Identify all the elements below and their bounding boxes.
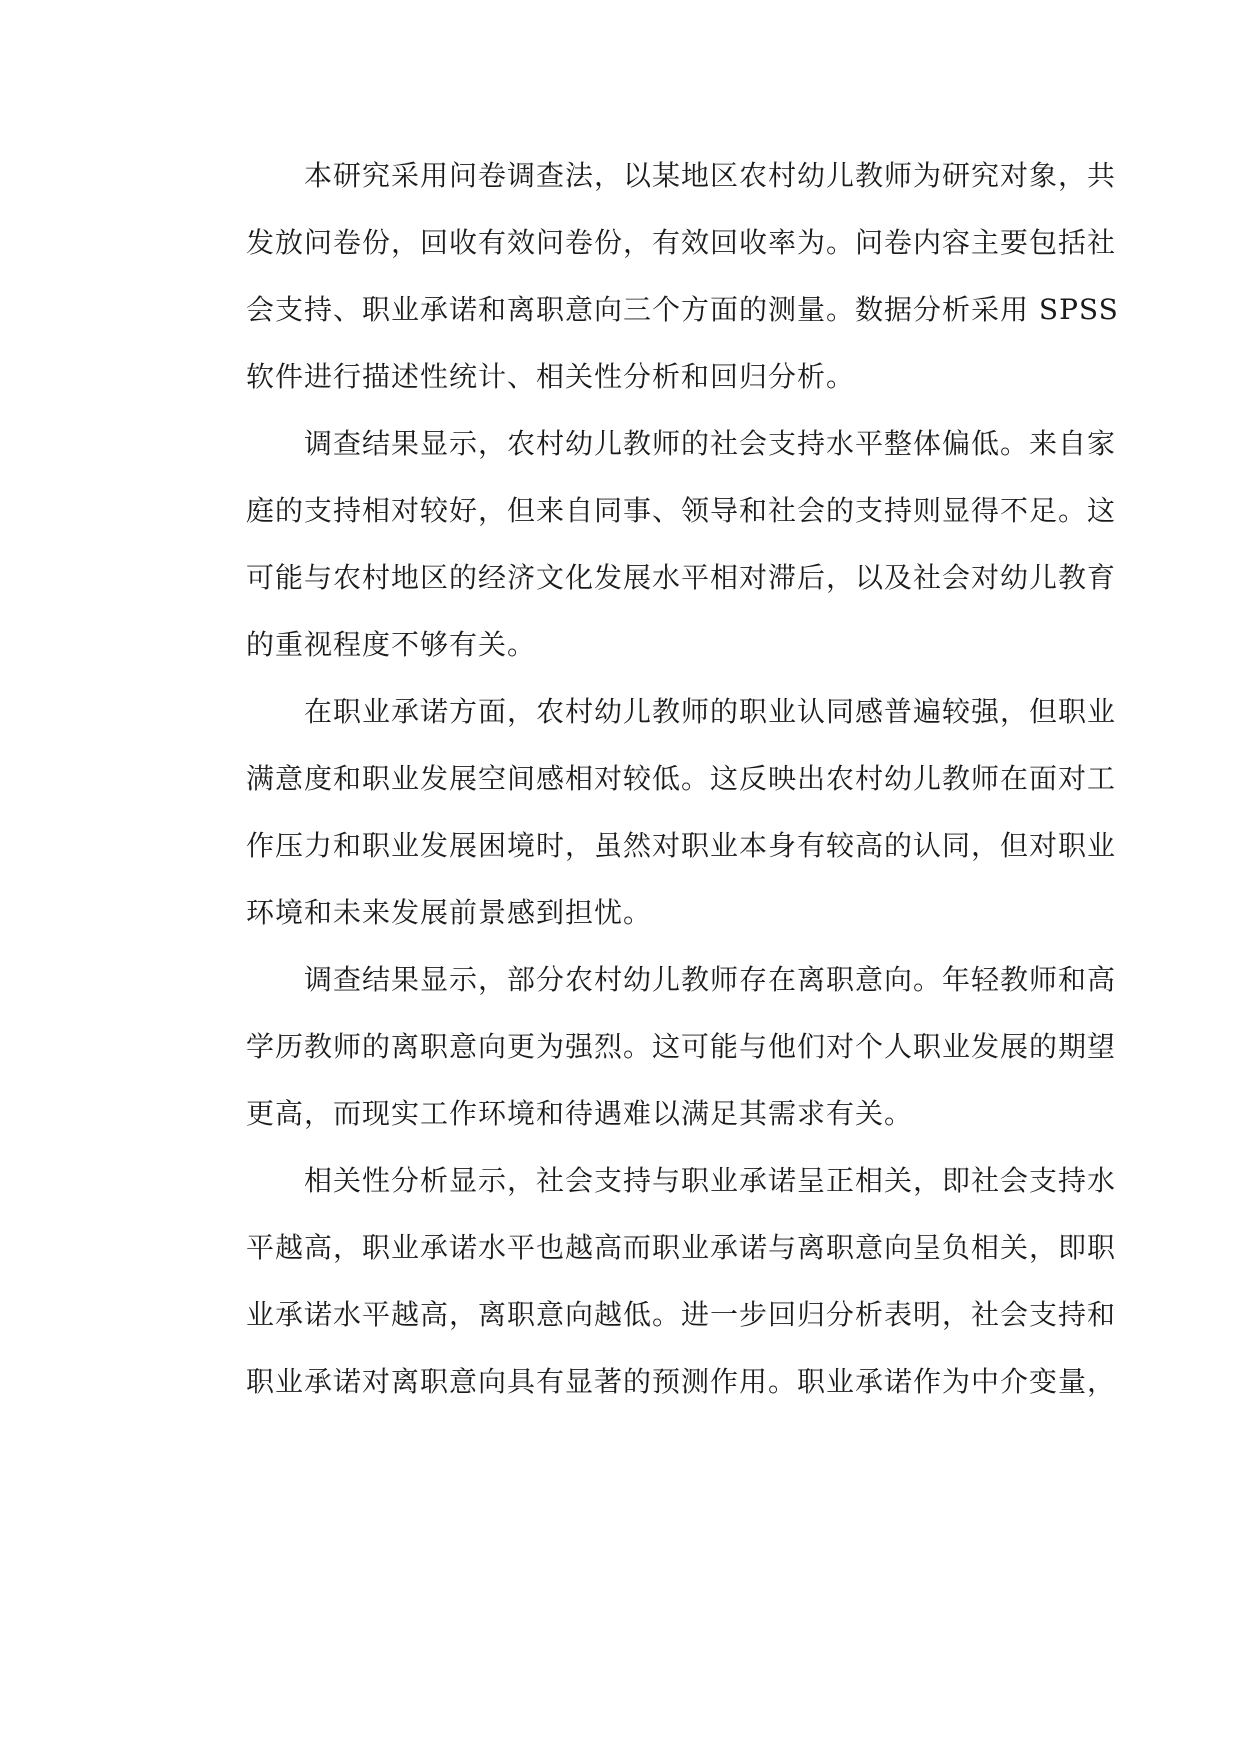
text-line: 业承诺水平越高，离职意向越低。进一步回归分析表明，社会支持和 <box>246 1298 1117 1331</box>
text-line: 平越高，职业承诺水平也越高而职业承诺与离职意向呈负相关，即职 <box>246 1231 1117 1264</box>
text-line: 发放问卷份，回收有效问卷份，有效回收率为。问卷内容主要包括社 <box>246 226 1117 259</box>
text-line: 庭的支持相对较好，但来自同事、领导和社会的支持则显得不足。这 <box>246 494 1117 527</box>
paragraph-1 <box>190 142 1119 410</box>
paragraph-3 <box>190 678 1117 946</box>
text-line: 相关性分析显示，社会支持与职业承诺呈正相关，即社会支持水 <box>304 1164 1117 1197</box>
text-line: 会支持、职业承诺和离职意向三个方面的测量。数据分析采用 SPSS <box>246 293 1119 326</box>
text-line: 软件进行描述性统计、相关性分析和回归分析。 <box>246 360 856 393</box>
text-line: 在职业承诺方面，农村幼儿教师的职业认同感普遍较强，但职业 <box>304 695 1117 728</box>
text-line: 环境和未来发展前景感到担忧。 <box>246 896 653 929</box>
text-line: 调查结果显示，部分农村幼儿教师存在离职意向。年轻教师和高 <box>304 963 1117 996</box>
text-line: 职业承诺对离职意向具有显著的预测作用。职业承诺作为中介变量， <box>246 1365 1117 1398</box>
text-line: 满意度和职业发展空间感相对较低。这反映出农村幼儿教师在面对工 <box>246 762 1117 795</box>
paragraph-2 <box>190 410 1117 678</box>
text-line: 调查结果显示，农村幼儿教师的社会支持水平整体偏低。来自家 <box>304 427 1117 460</box>
text-line: 作压力和职业发展困境时，虽然对职业本身有较高的认同，但对职业 <box>246 829 1117 862</box>
text-line: 学历教师的离职意向更为强烈。这可能与他们对个人职业发展的期望 <box>246 1030 1117 1063</box>
paragraph-5 <box>190 1147 1117 1415</box>
text-line: 可能与农村地区的经济文化发展水平相对滞后，以及社会对幼儿教育 <box>246 561 1117 594</box>
document-body <box>190 142 1119 1415</box>
text-line: 更高，而现实工作环境和待遇难以满足其需求有关。 <box>246 1097 914 1130</box>
paragraph-4 <box>190 946 1117 1147</box>
text-line: 的重视程度不够有关。 <box>246 628 537 661</box>
text-line: 本研究采用问卷调查法，以某地区农村幼儿教师为研究对象，共 <box>304 159 1117 192</box>
